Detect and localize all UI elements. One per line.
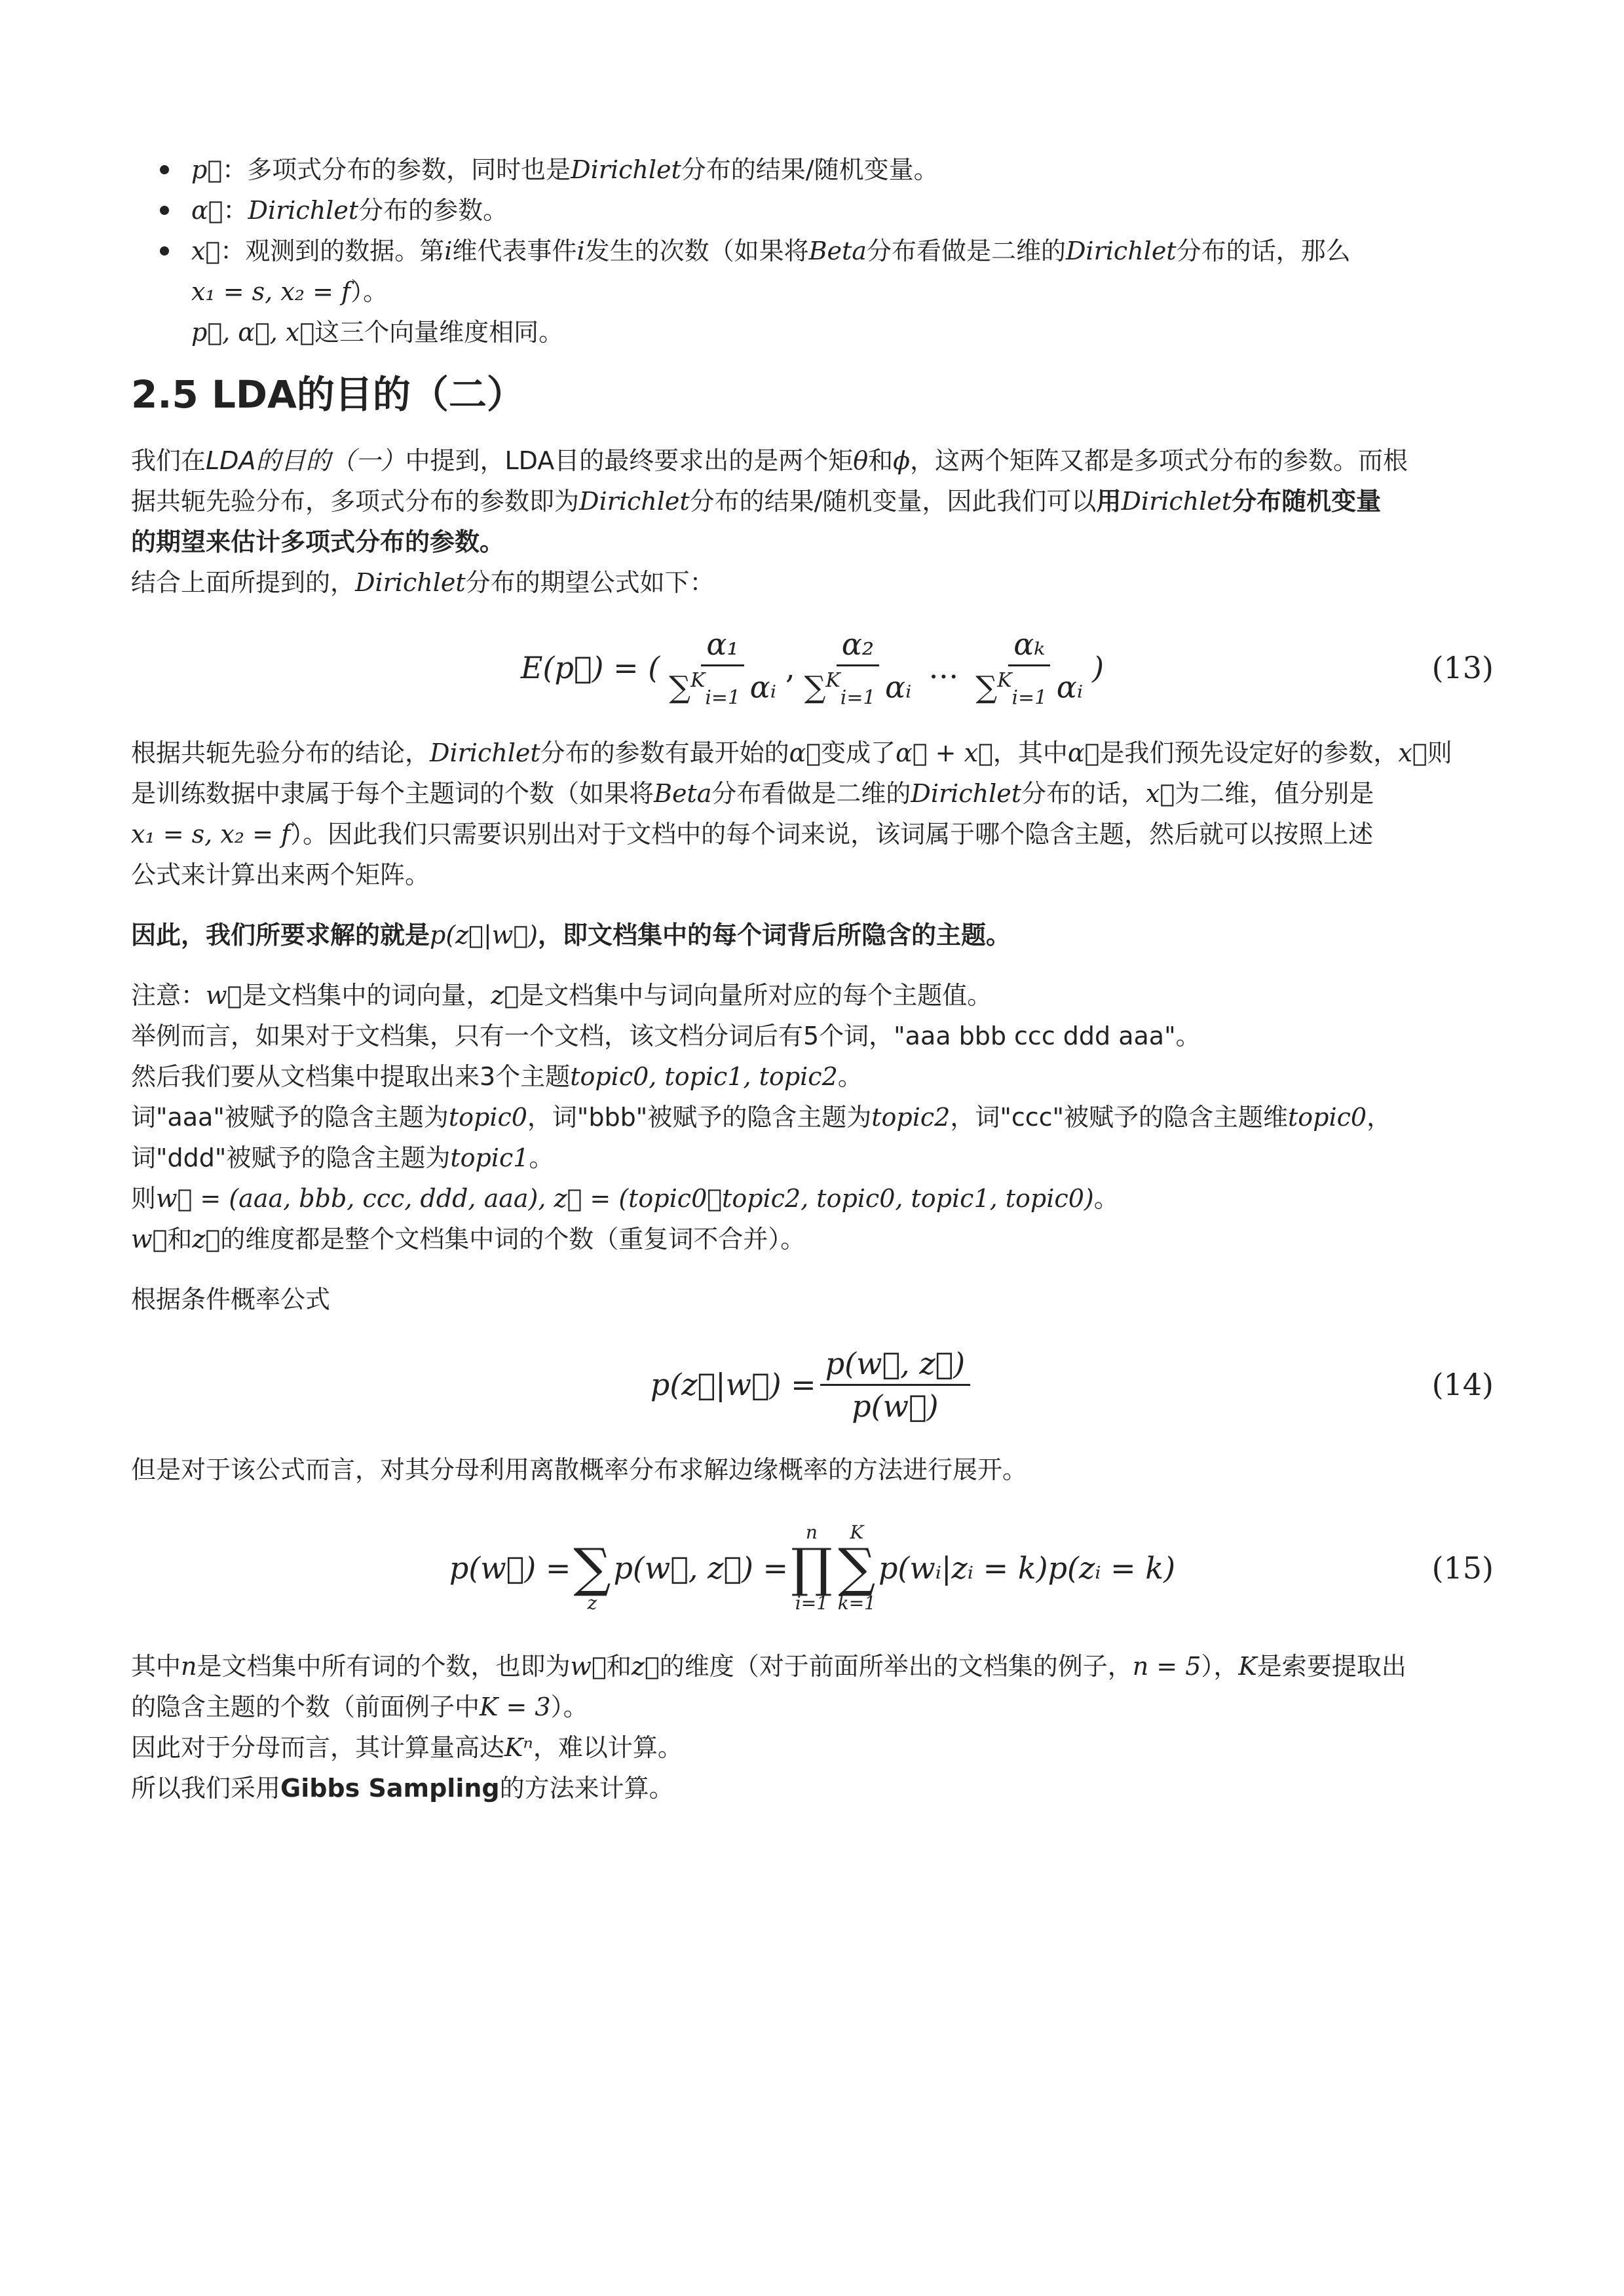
- sum-upper: K: [690, 668, 706, 692]
- equation-13: [131, 619, 1494, 717]
- fraction: [970, 626, 1088, 710]
- text: ，其中: [992, 738, 1068, 767]
- text: 。: [837, 1062, 863, 1091]
- math-inline: ϕ: [893, 446, 911, 475]
- text: ，这两个矩阵又都是多项式分布的参数。而根: [910, 446, 1408, 475]
- text: 。: [1093, 1184, 1119, 1213]
- text: 和: [606, 1652, 632, 1681]
- equation-number: (13): [1431, 650, 1494, 685]
- bold-text: 的期望来估计多项式分布的参数。: [131, 527, 505, 556]
- text: 。: [529, 1143, 554, 1172]
- text: ，难以计算。: [533, 1733, 683, 1762]
- text: 分布的话，: [1021, 779, 1146, 808]
- text: 分布的结果/随机变量。: [681, 155, 939, 184]
- math-inline: topic0: [448, 1103, 527, 1132]
- text: 其中: [131, 1652, 181, 1681]
- spacer: [131, 895, 1494, 915]
- math-inline: α⃗: [1067, 738, 1100, 767]
- ellipsis: …: [928, 650, 959, 685]
- text: 词"ddd"被赋予的隐含主题为: [131, 1143, 451, 1172]
- text: 的维度（对于前面所举出的文档集的例子，: [659, 1652, 1133, 1681]
- separator: ：: [220, 237, 246, 265]
- math-inline: Dirichlet: [579, 487, 690, 516]
- separator: ：: [223, 196, 248, 225]
- text: ）。因此我们只需要识别出对于文档中的每个词来说，该词属于哪个隐含主题，然后就可以按照上述: [290, 820, 1374, 849]
- fraction: [820, 1346, 970, 1424]
- math-inline: Beta: [654, 779, 712, 808]
- paragraph-complexity: [131, 1646, 1494, 1808]
- eq-rhs: p(wᵢ|zᵢ = k)p(zᵢ = k): [878, 1550, 1176, 1586]
- text: 这三个向量维度相同。: [314, 318, 564, 347]
- sum-lower: i=1: [705, 686, 740, 710]
- reference-link[interactable]: LDA的目的（一）: [206, 446, 406, 475]
- denominator: [970, 666, 1088, 710]
- math-inline: x₁ = s, x₂ = f: [191, 277, 351, 306]
- text: 则: [1427, 738, 1452, 767]
- summand: αᵢ: [885, 669, 912, 705]
- text: ，词"ccc"被赋予的隐含主题维: [950, 1103, 1288, 1132]
- sum-symbol: ∑: [975, 669, 998, 705]
- text: 分布看做是二维的: [711, 779, 911, 808]
- math-symbol: p⃗: [191, 155, 223, 184]
- text: 分布的话，那么: [1176, 237, 1351, 265]
- product-operator: n ∏ i=1: [791, 1521, 833, 1614]
- equation-body: [131, 1335, 1494, 1434]
- equation-14: [131, 1335, 1494, 1434]
- math-inline: topic2: [871, 1103, 951, 1132]
- math-inline: topic0: [1287, 1103, 1367, 1132]
- bold-text: 分布随机变量: [1232, 487, 1382, 516]
- math-inline: α⃗: [789, 738, 821, 767]
- math-inline: K: [1238, 1652, 1257, 1681]
- content: [131, 149, 1494, 1808]
- math-symbol: x⃗: [191, 237, 221, 265]
- text: 分布的参数有最开始的: [540, 738, 789, 767]
- math-inline: n = 5: [1132, 1652, 1201, 1681]
- bold-text: 因此，我们所要求解的就是: [131, 921, 430, 949]
- math-inline: Dirichlet: [248, 196, 359, 225]
- math-symbol: α⃗: [191, 196, 223, 225]
- math-inline: x⃗: [1398, 738, 1427, 767]
- text: 据共轭先验分布，多项式分布的参数即为: [131, 487, 580, 516]
- text: 观测到的数据。第: [245, 237, 445, 265]
- sum-lower: i=1: [840, 686, 876, 710]
- math-inline: i: [576, 237, 585, 265]
- text: 的方法来计算。: [499, 1774, 674, 1803]
- sum-lower: z: [587, 1592, 597, 1614]
- math-inline: w⃗: [206, 981, 242, 1010]
- numerator: p(w⃗, z⃗): [820, 1346, 970, 1386]
- math-inline: z⃗: [631, 1652, 660, 1681]
- summand: αᵢ: [749, 669, 776, 705]
- text: 分布的参数。: [358, 196, 508, 225]
- text: 是索要提取出: [1256, 1652, 1407, 1681]
- math-inline: p(z⃗|w⃗): [430, 921, 538, 949]
- text: 举例而言，如果对于文档集，只有一个文档，该文档分词后有5个词，"aaa bbb ccc ddd aaa"。: [131, 1022, 1201, 1050]
- sum-operator: ∑ z: [573, 1537, 611, 1614]
- parameter-list: [131, 149, 1494, 353]
- denominator: [664, 666, 782, 710]
- text: ，词"bbb"被赋予的隐含主题为: [527, 1103, 872, 1132]
- sum-symbol: ∑: [669, 669, 691, 705]
- text: 的维度都是整个文档集中词的个数（重复词不合并）。: [220, 1225, 806, 1253]
- text: 的隐含主题的个数（前面例子中: [131, 1693, 480, 1721]
- text: 根据共轭先验分布的结论，: [131, 738, 430, 767]
- text: ），: [1201, 1652, 1239, 1681]
- bold-text: Gibbs Sampling: [280, 1774, 500, 1803]
- spacer: [131, 1259, 1494, 1279]
- math-inline: Dirichlet: [1065, 237, 1177, 265]
- text: 然后我们要从文档集中提取出来3个主题: [131, 1062, 571, 1091]
- equation-body: [131, 1506, 1494, 1630]
- eq-close: ): [1092, 650, 1105, 685]
- bold-text: ，即文档集中的每个词背后所隐含的主题。: [537, 921, 1011, 949]
- text: 是我们预先设定好的参数，: [1099, 738, 1399, 767]
- text: 和: [868, 446, 894, 475]
- list-item: [191, 149, 1494, 190]
- list-item: [191, 190, 1494, 231]
- text: 注意：: [131, 981, 206, 1010]
- bold-text: 用: [1096, 487, 1122, 516]
- text: 则: [131, 1184, 157, 1213]
- math-inline: w⃗: [570, 1652, 607, 1681]
- math-inline: Dirichlet: [571, 155, 681, 184]
- sum-symbol: ∑: [804, 669, 826, 705]
- summand: αᵢ: [1056, 669, 1084, 705]
- list-item: [191, 231, 1494, 353]
- text: 分布看做是二维的: [866, 237, 1066, 265]
- sum-upper: K: [850, 1521, 864, 1543]
- text: 发生的次数（如果将: [584, 237, 809, 265]
- paragraph-conjugate: [131, 733, 1494, 895]
- math-inline: topic1: [450, 1143, 529, 1172]
- paragraph-example: [131, 975, 1494, 1259]
- math-inline: n: [181, 1652, 197, 1681]
- text: 公式来计算出来两个矩阵。: [131, 860, 430, 889]
- text: 维代表事件: [452, 237, 577, 265]
- paragraph-expand: 但是对于该公式而言，对其分母利用离散概率分布求解边缘概率的方法进行展开。: [131, 1455, 1028, 1484]
- math-inline: z⃗: [491, 981, 519, 1010]
- paragraph-goal: [131, 915, 1494, 955]
- math-inline: z⃗: [192, 1225, 221, 1253]
- sum-lower: k=1: [837, 1592, 876, 1614]
- sum-upper: K: [997, 668, 1012, 692]
- math-inline: α⃗ + x⃗: [896, 738, 993, 767]
- fraction: [664, 626, 782, 710]
- eq-lhs: p(z⃗|w⃗) =: [650, 1367, 816, 1402]
- math-inline: Dirichlet: [355, 568, 466, 597]
- math-inline: w⃗: [131, 1225, 168, 1253]
- equation-number: (15): [1431, 1550, 1494, 1586]
- text: ，: [1367, 1103, 1392, 1132]
- numerator: αₖ: [1008, 626, 1050, 666]
- math-inline: topic0, topic1, topic2: [570, 1062, 838, 1091]
- prod-lower: i=1: [795, 1592, 829, 1614]
- math-inline: p⃗, α⃗, x⃗: [191, 318, 315, 347]
- text: ）。: [350, 277, 388, 306]
- text: 多项式分布的参数，同时也是: [247, 155, 571, 184]
- math-inline: x₁ = s, x₂ = f: [131, 820, 291, 849]
- math-inline: w⃗ = (aaa, bbb, ccc, ddd, aaa), z⃗ = (topic0，topic2, topic0, topic1, topic0): [156, 1184, 1094, 1213]
- math-inline: i: [444, 237, 453, 265]
- math-inline: Dirichlet: [1121, 487, 1232, 516]
- text: 为二维，值分别是: [1175, 779, 1374, 808]
- denominator: p(w⃗): [852, 1388, 939, 1424]
- text: 是文档集中所有词的个数，也即为: [197, 1652, 571, 1681]
- paragraph-conditional: 根据条件概率公式: [131, 1285, 331, 1314]
- equation-15: [131, 1506, 1494, 1630]
- prod-upper: n: [805, 1521, 818, 1543]
- text: 分布的结果/随机变量，因此我们可以: [689, 487, 1097, 516]
- math-inline: θ: [853, 446, 869, 475]
- section-title: 2.5 LDA的目的（二）: [131, 372, 525, 417]
- text: 所以我们采用: [131, 1774, 281, 1803]
- spacer: [131, 955, 1494, 975]
- text: 我们在: [131, 446, 206, 475]
- math-inline: K = 3: [480, 1693, 551, 1721]
- math-inline: x⃗: [1146, 779, 1175, 808]
- paragraph-lda-purpose: [131, 440, 1494, 562]
- eq-lhs: p(w⃗) =: [449, 1550, 571, 1586]
- text: 变成了: [821, 738, 896, 767]
- equation-number: (14): [1431, 1367, 1494, 1402]
- denominator: [799, 666, 917, 710]
- text: 因此对于分母而言，其计算量高达: [131, 1733, 505, 1762]
- eq-lhs: E(p⃗) = (: [520, 650, 660, 685]
- math-inline: Kⁿ: [504, 1733, 533, 1762]
- separator: ：: [222, 155, 248, 184]
- equation-body: E(p⃗) = ( $\frac{\text{α₁}}{\sum^K_{i=1} \alpha ᵢ}$ , $\frac{\text{α₂}}{\sum^K_{i=1} \alpha ᵢ}$ … $\frac{\text{αₖ}}{\sum^K_{i=1} \alpha ᵢ}$ ): [520, 626, 1105, 710]
- numerator: α₁: [701, 626, 744, 666]
- sum-lower: i=1: [1011, 686, 1048, 710]
- text: 和: [167, 1225, 193, 1253]
- eq-middle: p(w⃗, z⃗) =: [613, 1550, 789, 1586]
- math-inline: Dirichlet: [430, 738, 540, 767]
- text: 结合上面所提到的，: [131, 568, 356, 597]
- text: 是训练数据中隶属于每个主题词的个数（如果将: [131, 779, 654, 808]
- math-inline: Beta: [808, 237, 867, 265]
- numerator: α₂: [837, 626, 880, 666]
- sum-operator: K ∑ k=1: [837, 1521, 876, 1614]
- sum-upper: K: [825, 668, 840, 692]
- text: 是文档集中的词向量，: [242, 981, 491, 1010]
- paragraph-expectation-intro: [131, 562, 1494, 603]
- text: 中提到，LDA目的最终要求出的是两个矩: [405, 446, 854, 475]
- text: 词"aaa"被赋予的隐含主题为: [131, 1103, 449, 1132]
- math-inline: Dirichlet: [911, 779, 1021, 808]
- text: 分布的期望公式如下：: [465, 568, 715, 597]
- fraction: [799, 626, 917, 710]
- text: ）。: [550, 1693, 588, 1721]
- text: 是文档集中与词向量所对应的每个主题值。: [519, 981, 992, 1010]
